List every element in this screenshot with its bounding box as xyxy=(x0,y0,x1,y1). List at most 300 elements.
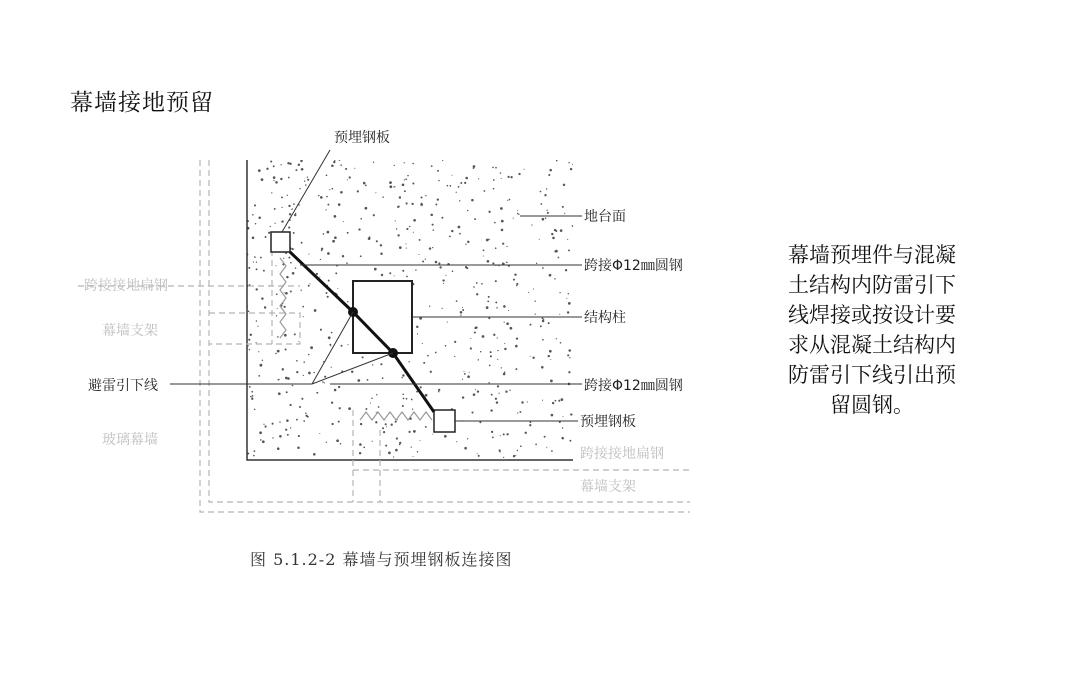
speckle xyxy=(498,393,499,394)
speckle xyxy=(376,240,378,242)
speckle xyxy=(284,334,287,337)
speckle xyxy=(533,288,534,289)
speckle xyxy=(301,168,304,171)
speckle xyxy=(556,338,557,339)
speckle xyxy=(287,162,289,164)
speckle xyxy=(536,263,537,264)
speckle xyxy=(501,178,502,179)
speckle xyxy=(432,224,434,226)
speckle xyxy=(506,322,509,325)
label-lightning-down-conductor: 避雷引下线 xyxy=(88,378,158,394)
speckle xyxy=(514,273,516,275)
speckle xyxy=(474,218,476,220)
speckle xyxy=(294,214,296,216)
speckle xyxy=(505,391,507,393)
speckle xyxy=(251,398,253,400)
speckle xyxy=(328,280,330,282)
speckle xyxy=(305,412,307,414)
speckle xyxy=(459,233,461,235)
speckle xyxy=(546,188,547,189)
speckle xyxy=(286,276,288,278)
speckle xyxy=(385,445,387,447)
speckle xyxy=(256,262,257,263)
speckle xyxy=(318,195,319,196)
speckle xyxy=(383,431,385,433)
speckle xyxy=(544,436,546,438)
speckle xyxy=(308,285,310,287)
speckle xyxy=(519,411,521,413)
speckle xyxy=(290,291,292,293)
speckle xyxy=(259,431,262,434)
speckle xyxy=(546,447,547,448)
speckle xyxy=(567,311,569,313)
speckle xyxy=(572,225,574,227)
speckle xyxy=(486,306,489,309)
speckle xyxy=(298,164,300,166)
speckle xyxy=(277,350,280,353)
speckle xyxy=(288,177,290,179)
speckle xyxy=(375,421,377,423)
speckle xyxy=(307,177,308,178)
speckle xyxy=(412,182,414,184)
speckle xyxy=(365,408,367,410)
speckle xyxy=(427,355,429,357)
speckle xyxy=(462,309,464,311)
speckle xyxy=(327,231,330,234)
speckle xyxy=(396,228,397,229)
speckle xyxy=(527,401,528,402)
speckle xyxy=(335,272,337,274)
speckle xyxy=(261,297,263,299)
speckle xyxy=(542,218,545,221)
speckle xyxy=(360,423,362,425)
speckle xyxy=(504,348,506,350)
speckle xyxy=(452,270,454,272)
speckle xyxy=(488,382,489,383)
speckle xyxy=(488,296,490,298)
speckle xyxy=(429,247,431,249)
speckle xyxy=(510,176,512,178)
speckle xyxy=(559,314,560,315)
speckle xyxy=(273,165,275,167)
speckle xyxy=(406,276,408,278)
speckle xyxy=(362,356,364,358)
speckle xyxy=(360,255,362,257)
speckle xyxy=(260,257,262,259)
speckle xyxy=(534,300,535,301)
speckle xyxy=(294,333,296,335)
speckle xyxy=(258,169,261,172)
speckle xyxy=(508,176,510,178)
speckle xyxy=(382,427,384,429)
speckle xyxy=(551,233,553,235)
speckle xyxy=(288,205,290,207)
speckle xyxy=(292,272,295,275)
speckle xyxy=(504,322,505,323)
speckle xyxy=(406,248,407,249)
speckle xyxy=(456,300,458,302)
speckle xyxy=(420,196,422,198)
speckle xyxy=(376,412,377,413)
speckle xyxy=(442,308,443,309)
speckle xyxy=(445,345,447,347)
speckle xyxy=(372,441,373,442)
speckle xyxy=(305,184,307,186)
speckle xyxy=(316,273,318,275)
speckle xyxy=(500,435,501,436)
speckle xyxy=(488,317,490,319)
speckle xyxy=(307,179,309,181)
speckle xyxy=(253,455,255,457)
speckle xyxy=(492,437,494,439)
speckle xyxy=(566,298,567,299)
speckle xyxy=(509,199,511,201)
speckle xyxy=(265,425,267,427)
speckle xyxy=(542,320,545,323)
speckle xyxy=(454,341,456,343)
speckle xyxy=(375,192,376,193)
speckle xyxy=(268,232,270,234)
speckle xyxy=(555,230,557,232)
speckle xyxy=(358,228,360,230)
speckle xyxy=(467,241,469,243)
speckle xyxy=(437,170,439,172)
speckle xyxy=(339,159,341,161)
speckle xyxy=(292,385,294,387)
speckle xyxy=(295,169,297,171)
speckle xyxy=(501,367,502,368)
speckle xyxy=(567,239,568,240)
speckle xyxy=(385,423,387,425)
speckle xyxy=(405,178,407,180)
speckle xyxy=(327,204,329,206)
speckle xyxy=(483,249,485,251)
speckle xyxy=(286,419,289,422)
speckle xyxy=(477,390,479,392)
speckle xyxy=(473,393,476,396)
speckle xyxy=(285,377,288,380)
speckle xyxy=(402,393,404,395)
speckle xyxy=(382,196,384,198)
speckle xyxy=(495,398,497,400)
speckle xyxy=(473,286,475,288)
speckle xyxy=(558,257,560,259)
speckle xyxy=(395,449,398,452)
speckle xyxy=(495,301,497,303)
label-embedded-plate-bottom: 预埋钢板 xyxy=(580,414,636,430)
speckle xyxy=(501,229,504,232)
speckle xyxy=(287,195,288,196)
speckle xyxy=(542,400,543,401)
speckle xyxy=(324,376,326,378)
speckle xyxy=(303,420,305,422)
speckle xyxy=(275,353,277,355)
speckle xyxy=(279,421,280,422)
speckle xyxy=(530,356,531,357)
speckle xyxy=(544,194,546,196)
speckle xyxy=(299,188,300,189)
speckle xyxy=(284,306,286,308)
speckle xyxy=(438,389,440,391)
speckle xyxy=(305,415,307,417)
speckle xyxy=(554,250,556,252)
speckle xyxy=(338,421,340,423)
speckle xyxy=(422,261,424,263)
speckle xyxy=(563,184,565,186)
speckle xyxy=(389,272,391,274)
speckle xyxy=(399,444,401,446)
speckle xyxy=(332,188,334,190)
speckle xyxy=(374,268,377,271)
speckle xyxy=(561,398,564,401)
speckle xyxy=(329,189,330,190)
speckle xyxy=(288,257,290,259)
speckle xyxy=(274,208,276,210)
speckle xyxy=(363,446,365,448)
speckle xyxy=(386,426,387,427)
speckle xyxy=(331,423,333,425)
speckle xyxy=(406,202,408,204)
speckle xyxy=(342,255,344,257)
speckle xyxy=(336,439,339,442)
speckle xyxy=(520,445,522,447)
speckle xyxy=(359,443,362,446)
speckle xyxy=(327,296,329,298)
speckle xyxy=(458,186,460,188)
speckle xyxy=(253,261,254,262)
speckle xyxy=(517,412,518,413)
speckle xyxy=(359,452,361,454)
speckle xyxy=(287,377,290,380)
speckle xyxy=(402,374,404,376)
speckle xyxy=(441,217,443,219)
speckle xyxy=(478,178,479,179)
speckle xyxy=(491,431,493,433)
speckle xyxy=(333,161,335,163)
figure-caption: 图 5.1.2-2 幕墙与预埋钢板连接图 xyxy=(250,550,513,569)
speckle xyxy=(464,447,467,450)
speckle xyxy=(326,196,328,198)
speckle xyxy=(490,355,492,357)
speckle xyxy=(507,200,508,201)
speckle xyxy=(399,246,402,249)
speckle xyxy=(466,267,468,269)
speckle xyxy=(319,276,320,277)
label-jumper-ground-flat-steel-right: 跨接接地扁钢 xyxy=(580,446,664,462)
speckle xyxy=(568,293,569,294)
speckle xyxy=(546,210,547,211)
speckle xyxy=(562,206,564,208)
speckle xyxy=(467,375,470,378)
speckle xyxy=(278,392,281,395)
speckle xyxy=(399,196,401,198)
speckle xyxy=(529,424,531,426)
speckle xyxy=(298,341,299,342)
speckle xyxy=(478,455,480,457)
speckle xyxy=(523,169,524,170)
speckle xyxy=(443,283,444,284)
speckle xyxy=(398,206,400,208)
speckle xyxy=(322,381,324,383)
speckle xyxy=(406,228,408,230)
speckle xyxy=(411,399,413,401)
speckle xyxy=(308,354,309,355)
speckle xyxy=(515,455,516,456)
speckle xyxy=(420,386,422,388)
speckle xyxy=(284,292,285,293)
speckle xyxy=(395,220,396,221)
speckle xyxy=(447,322,448,323)
speckle xyxy=(299,406,301,408)
speckle xyxy=(407,175,409,177)
speckle xyxy=(277,447,280,450)
speckle xyxy=(251,391,253,393)
speckle xyxy=(442,160,443,161)
speckle xyxy=(513,279,515,281)
speckle xyxy=(248,339,250,341)
speckle xyxy=(394,165,395,166)
speckle xyxy=(458,226,461,229)
speckle xyxy=(475,389,476,390)
speckle xyxy=(516,285,517,286)
speckle xyxy=(496,307,497,308)
speckle xyxy=(255,342,256,343)
speckle xyxy=(516,337,518,339)
speckle xyxy=(308,254,309,255)
speckle xyxy=(412,409,413,410)
speckle xyxy=(528,292,529,293)
speckle xyxy=(408,361,409,362)
speckle xyxy=(568,371,570,373)
speckle xyxy=(255,223,256,224)
speckle xyxy=(298,435,300,437)
speckle xyxy=(347,301,348,302)
speckle xyxy=(569,440,571,442)
side-note xyxy=(766,240,978,420)
speckle xyxy=(326,442,327,443)
speckle xyxy=(289,213,291,215)
speckle xyxy=(572,164,573,165)
speckle xyxy=(508,310,509,311)
speckle xyxy=(254,450,256,452)
speckle xyxy=(515,345,518,348)
speckle xyxy=(402,183,405,186)
speckle xyxy=(255,288,257,290)
speckle xyxy=(285,292,288,295)
speckle xyxy=(367,379,369,381)
speckle xyxy=(513,218,514,219)
speckle xyxy=(285,348,287,350)
speckle xyxy=(540,325,542,327)
speckle xyxy=(338,203,341,206)
speckle xyxy=(438,391,440,393)
speckle xyxy=(382,377,384,379)
speckle xyxy=(554,278,555,279)
speckle xyxy=(397,234,399,236)
speckle xyxy=(260,364,263,367)
speckle xyxy=(380,244,382,246)
speckle xyxy=(425,195,426,196)
speckle xyxy=(470,347,472,349)
speckle xyxy=(331,164,334,167)
note-line: 留圆钢。 xyxy=(830,393,914,417)
speckle xyxy=(389,185,392,188)
speckle xyxy=(399,442,401,444)
speckle xyxy=(481,283,483,285)
speckle xyxy=(429,306,430,307)
speckle xyxy=(549,169,552,172)
speckle xyxy=(281,220,283,222)
speckle xyxy=(406,398,408,400)
speckle xyxy=(525,432,527,434)
speckle xyxy=(280,178,282,180)
speckle xyxy=(320,259,321,260)
speckle xyxy=(465,177,468,180)
speckle xyxy=(388,452,391,455)
speckle xyxy=(491,394,493,396)
speckle xyxy=(460,311,463,314)
speckle xyxy=(334,215,337,218)
speckle xyxy=(438,180,440,182)
speckle xyxy=(452,175,453,176)
speckle xyxy=(476,282,478,284)
speckle xyxy=(343,221,344,222)
label-structural-column: 结构柱 xyxy=(584,310,626,326)
speckle xyxy=(451,230,453,232)
speckle xyxy=(264,306,266,308)
note-line: 土结构内防雷引下 xyxy=(788,273,956,297)
speckle xyxy=(263,424,264,425)
speckle xyxy=(420,203,423,206)
speckle xyxy=(287,434,289,436)
speckle xyxy=(432,247,433,248)
speckle xyxy=(565,269,567,271)
speckle xyxy=(278,379,280,381)
speckle xyxy=(532,357,534,359)
speckle xyxy=(254,409,256,411)
speckle xyxy=(530,324,532,326)
label-embedded-plate-top: 预埋钢板 xyxy=(334,130,390,146)
speckle xyxy=(273,176,276,179)
speckle xyxy=(304,181,305,182)
speckle xyxy=(341,345,343,347)
note-line: 防雷引下线引出预 xyxy=(788,363,956,387)
speckle xyxy=(331,402,333,404)
speckle xyxy=(449,236,451,238)
speckle xyxy=(376,394,377,395)
speckle xyxy=(319,433,320,434)
speckle xyxy=(568,302,571,305)
speckle xyxy=(328,336,331,339)
speckle xyxy=(389,181,392,184)
speckle xyxy=(347,179,348,180)
speckle xyxy=(275,181,278,184)
speckle xyxy=(324,382,325,383)
speckle xyxy=(463,371,464,372)
speckle xyxy=(303,375,304,376)
speckle xyxy=(290,427,291,428)
speckle xyxy=(340,191,343,194)
note-line: 求从混凝土结构内 xyxy=(788,333,956,357)
speckle xyxy=(486,239,489,242)
speckle xyxy=(487,260,490,263)
speckle xyxy=(332,240,335,243)
speckle xyxy=(303,316,304,317)
speckle xyxy=(380,252,382,254)
speckle xyxy=(506,261,508,263)
speckle xyxy=(256,320,258,322)
speckle xyxy=(442,279,444,281)
